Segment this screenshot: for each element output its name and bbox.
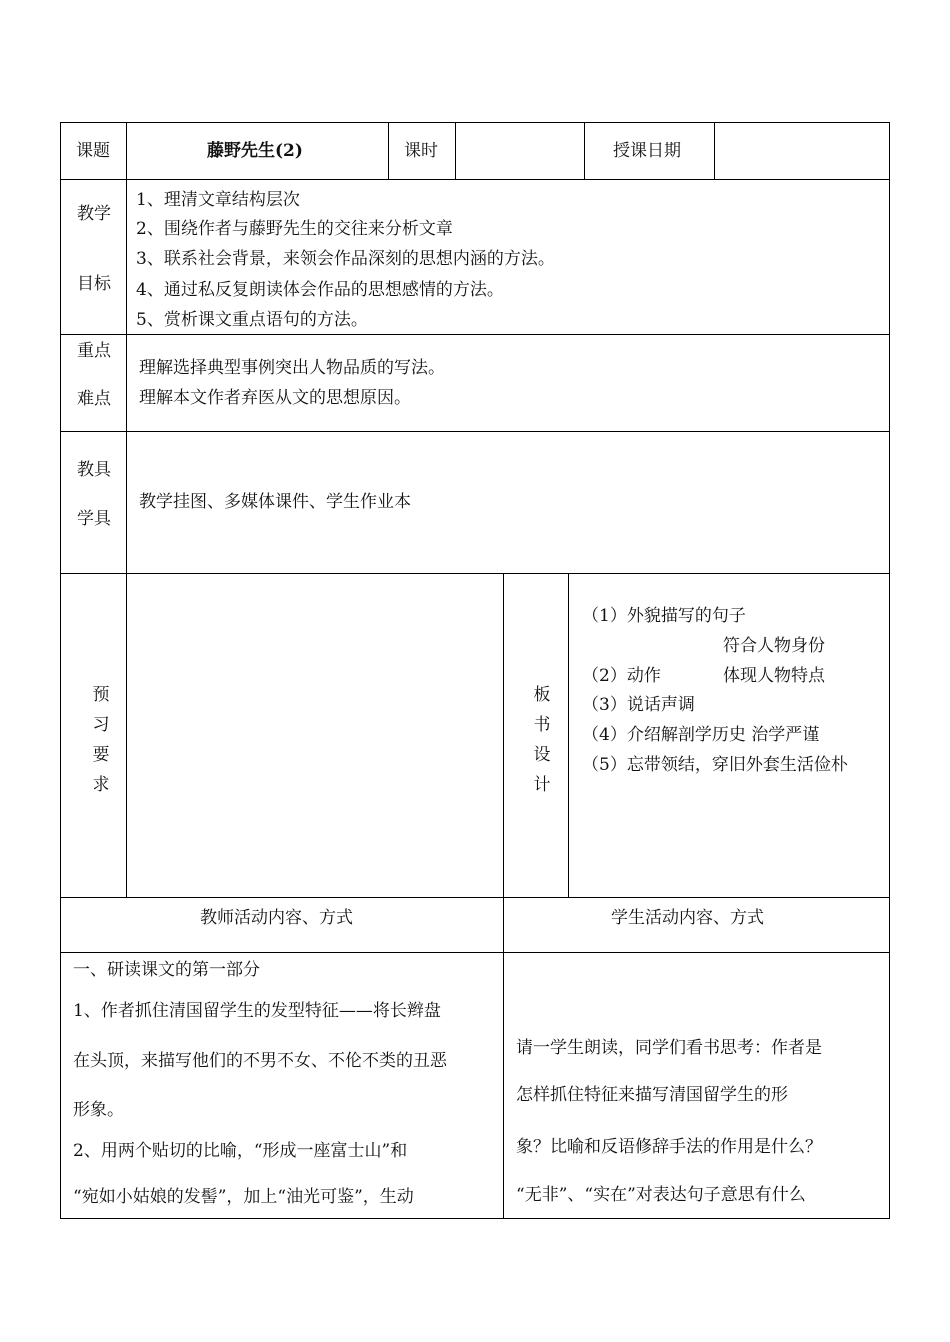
rule-row3: [60, 431, 890, 432]
rule-row4: [60, 573, 890, 574]
rule-row2: [60, 334, 890, 335]
rule-board-2: [568, 573, 569, 898]
keypoint-item: 理解选择典型事例突出人物品质的写法。: [139, 358, 445, 378]
board-line: 符合人物身份: [723, 636, 825, 656]
preview-label: [89, 680, 113, 800]
rule-top: [60, 122, 890, 123]
tools-label-top: 教具: [77, 460, 111, 480]
tools-value: 教学挂图、多媒体课件、学生作业本: [139, 492, 411, 512]
preview-label-char: 要: [92, 745, 110, 765]
board-label: [530, 680, 554, 800]
rule-header-1: [388, 122, 389, 180]
student-line: “无非”、“实在”对表达句子意思有什么: [516, 1185, 806, 1205]
objective-item: 4、通过私反复朗读体会作品的思想感情的方法。: [136, 280, 504, 300]
objective-item: 3、联系社会背景，来领会作品深刻的思想内涵的方法。: [136, 249, 555, 269]
objective-item: 1、理清文章结构层次: [136, 190, 300, 210]
board-line: （3）说话声调: [582, 695, 695, 715]
board-label-char: 设: [533, 745, 551, 765]
objective-item: 2、围绕作者与藤野先生的交往来分析文章: [136, 219, 453, 239]
rule-header-3: [584, 122, 585, 180]
teacher-line: 1、作者抓住清国留学生的发型特征——将长辫盘: [73, 1001, 441, 1021]
teacher-activities-header: 教师活动内容、方式: [200, 908, 353, 928]
keypoints-label-top: 重点: [77, 341, 111, 361]
board-line: （4）介绍解剖学历史 治学严谨: [582, 725, 820, 745]
student-activities-header: 学生活动内容、方式: [611, 908, 764, 928]
period-label: 课时: [404, 141, 438, 161]
board-line: 体现人物特点: [723, 666, 825, 686]
rule-header-4: [714, 122, 715, 180]
teacher-line: “宛如小姑娘的发髻”，加上“油光可鉴”，生动: [73, 1187, 414, 1207]
preview-label-char: 预: [92, 685, 110, 705]
rule-label-col: [126, 122, 127, 898]
board-line: （5）忘带领结，穿旧外套生活俭朴: [582, 755, 848, 775]
board-line: （2）动作: [582, 666, 661, 686]
rule-right: [889, 122, 890, 1219]
teacher-line: 一、研读课文的第一部分: [73, 960, 260, 980]
student-line: 怎样抓住特征来描写清国留学生的形: [516, 1085, 788, 1105]
keypoint-item: 理解本文作者弃医从文的思想原因。: [139, 388, 411, 408]
board-label-char: 计: [533, 775, 551, 795]
date-label: 授课日期: [613, 141, 681, 161]
preview-label-char: 习: [92, 715, 110, 735]
topic-label: 课题: [76, 141, 110, 161]
objectives-label-top: 教学: [77, 204, 111, 224]
keypoints-label-bottom: 难点: [77, 389, 111, 409]
rule-left: [60, 122, 61, 1219]
rule-board-1: [503, 573, 504, 1219]
preview-label-char: 求: [92, 775, 110, 795]
student-line: 请一学生朗读，同学们看书思考：作者是: [516, 1038, 822, 1058]
topic-value: 藤野先生(2): [207, 141, 303, 161]
rule-header-2: [455, 122, 456, 180]
student-line: 象？比喻和反语修辞手法的作用是什么？: [516, 1137, 822, 1157]
objective-item: 5、赏析课文重点语句的方法。: [136, 310, 368, 330]
board-label-char: 书: [533, 715, 551, 735]
teacher-line: 2、用两个贴切的比喻，“形成一座富士山”和: [73, 1141, 408, 1161]
rule-bottom: [60, 1218, 890, 1219]
objectives-label-bottom: 目标: [77, 274, 111, 294]
board-line: （1）外貌描写的句子: [582, 606, 746, 626]
rule-row1: [60, 179, 890, 180]
tools-label-bottom: 学具: [77, 509, 111, 529]
rule-row6: [60, 952, 890, 953]
teacher-line: 在头顶，来描写他们的不男不女、不伦不类的丑恶: [73, 1051, 447, 1071]
teacher-line: 形象。: [73, 1100, 124, 1120]
board-label-char: 板: [533, 685, 551, 705]
rule-row5: [60, 897, 890, 898]
